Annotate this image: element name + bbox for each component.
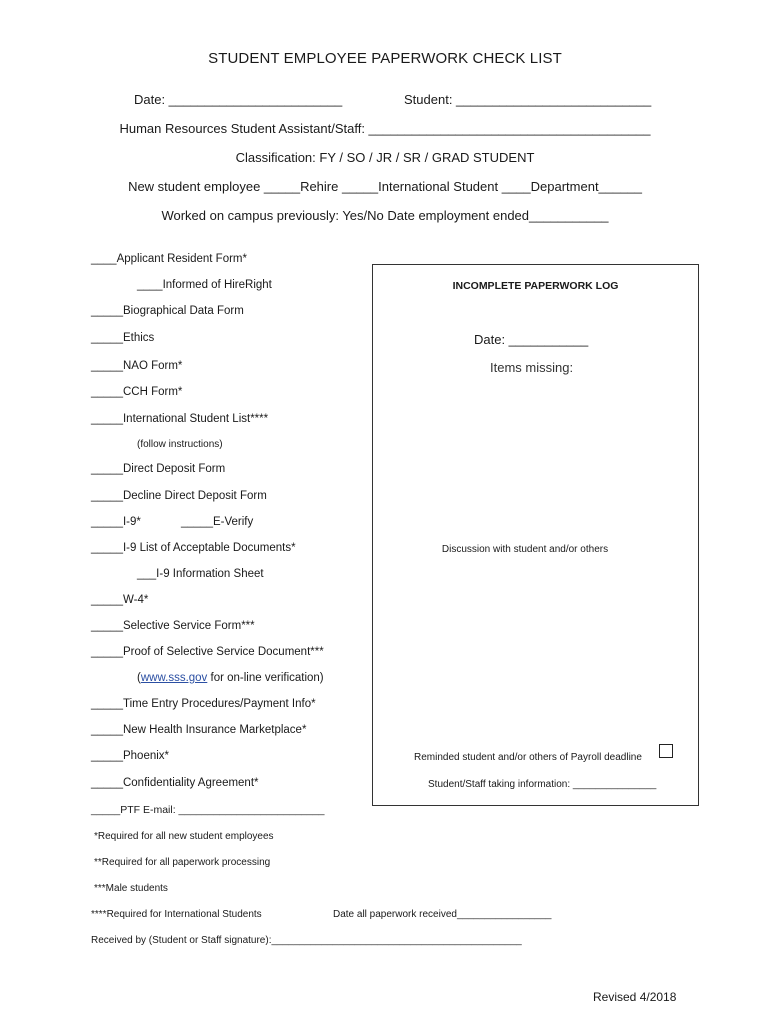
payroll-deadline-label: Reminded student and/or others of Payroll deadline bbox=[414, 752, 642, 763]
discussion-label: Discussion with student and/or others bbox=[441, 544, 609, 555]
check-biographical-data-form[interactable]: _____Biographical Data Form bbox=[91, 305, 244, 317]
worked-previously-line[interactable]: Worked on campus previously: Yes/No Date employment ended___________ bbox=[161, 208, 609, 223]
classification-line: Classification: FY / SO / JR / SR / GRAD STUDENT bbox=[235, 150, 535, 165]
check-confidentiality-agreement[interactable]: _____Confidentiality Agreement* bbox=[91, 777, 259, 789]
footnote-3: ***Male students bbox=[94, 883, 168, 894]
check-i9[interactable]: _____I-9* bbox=[91, 516, 141, 528]
sss-gov-link[interactable]: www.sss.gov bbox=[140, 672, 208, 684]
sss-note-text: for on-line verification) bbox=[207, 672, 324, 684]
check-nao-form[interactable]: _____NAO Form* bbox=[91, 360, 183, 372]
footnote-1: *Required for all new student employees bbox=[94, 831, 274, 842]
page-title: STUDENT EMPLOYEE PAPERWORK CHECK LIST bbox=[208, 50, 562, 67]
check-cch-form[interactable]: _____CCH Form* bbox=[91, 386, 183, 398]
staff-taking-info-field[interactable]: Student/Staff taking information: _______________ bbox=[428, 779, 657, 790]
check-e-verify[interactable]: _____E-Verify bbox=[181, 516, 254, 528]
received-by-signature[interactable]: Received by (Student or Staff signature):_____________________________________________ bbox=[91, 935, 522, 946]
check-direct-deposit-form[interactable]: _____Direct Deposit Form bbox=[91, 463, 226, 475]
check-decline-direct-deposit[interactable]: _____Decline Direct Deposit Form bbox=[91, 490, 267, 502]
sss-verification-note bbox=[137, 672, 324, 684]
check-selective-service-form[interactable]: _____Selective Service Form*** bbox=[91, 620, 255, 632]
follow-instructions-note: (follow instructions) bbox=[137, 439, 223, 450]
footnote-2: **Required for all paperwork processing bbox=[94, 857, 271, 868]
check-hireright[interactable]: ____Informed of HireRight bbox=[137, 279, 272, 291]
check-ptf-email[interactable]: _____PTF E-mail: _________________________ bbox=[91, 804, 325, 816]
revised-date: Revised 4/2018 bbox=[593, 990, 677, 1004]
student-field[interactable]: Student: ___________________________ bbox=[404, 92, 652, 107]
check-proof-selective-service[interactable]: _____Proof of Selective Service Document*** bbox=[91, 646, 324, 658]
check-applicant-resident-form[interactable]: ____Applicant Resident Form* bbox=[91, 253, 247, 265]
date-all-paperwork-received[interactable]: Date all paperwork received_________________ bbox=[333, 909, 552, 920]
check-phoenix[interactable]: _____Phoenix* bbox=[91, 750, 170, 762]
log-date-field[interactable]: Date: ___________ bbox=[474, 332, 589, 347]
check-i9-acceptable-documents[interactable]: _____I-9 List of Acceptable Documents* bbox=[91, 542, 296, 554]
check-i9-information-sheet[interactable]: ___I-9 Information Sheet bbox=[137, 568, 264, 580]
log-title: INCOMPLETE PAPERWORK LOG bbox=[452, 280, 619, 292]
date-field[interactable]: Date: ________________________ bbox=[134, 92, 343, 107]
open-paren: ( bbox=[137, 672, 141, 684]
items-missing-label: Items missing: bbox=[490, 360, 574, 375]
check-w4[interactable]: _____W-4* bbox=[91, 594, 149, 606]
hr-staff-field[interactable]: Human Resources Student Assistant/Staff: _______________________________________ bbox=[119, 121, 651, 136]
check-international-student-list[interactable]: _____International Student List**** bbox=[91, 413, 269, 425]
check-health-insurance-marketplace[interactable]: _____New Health Insurance Marketplace* bbox=[91, 724, 307, 736]
footnote-4: ****Required for International Students bbox=[91, 909, 262, 920]
check-ethics[interactable]: _____Ethics bbox=[91, 332, 155, 344]
employee-type-line[interactable]: New student employee _____Rehire _____International Student ____Department______ bbox=[128, 179, 642, 194]
check-time-entry-procedures[interactable]: _____Time Entry Procedures/Payment Info* bbox=[91, 698, 316, 710]
payroll-reminder-checkbox[interactable] bbox=[659, 744, 673, 758]
